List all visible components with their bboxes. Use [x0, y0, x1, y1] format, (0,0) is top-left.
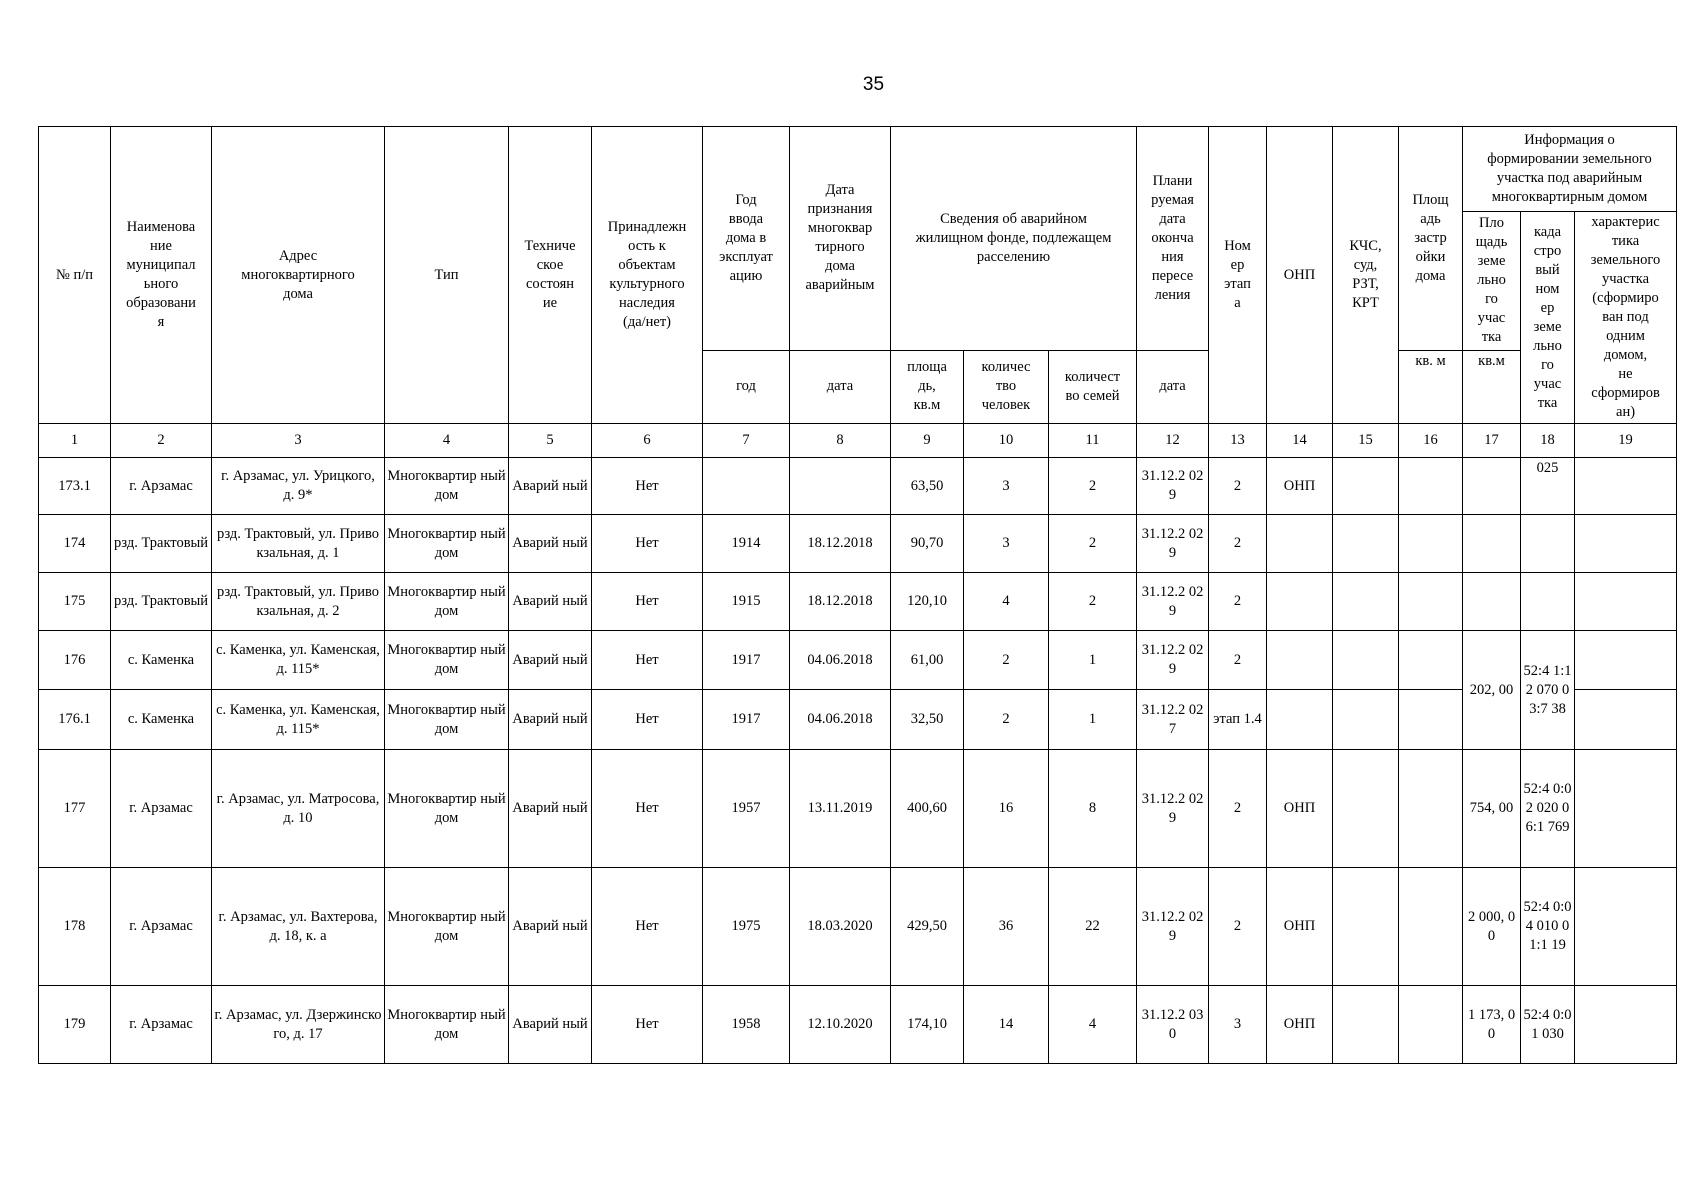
heritage: Нет: [592, 573, 703, 631]
municipality: с. Каменка: [111, 690, 212, 750]
built-area: [1399, 458, 1463, 515]
family-count: 22: [1049, 868, 1137, 986]
land-area: [1463, 458, 1521, 515]
onp: ОНП: [1267, 986, 1333, 1064]
table-row: [39, 868, 1677, 986]
cadastral-number: [1521, 573, 1575, 631]
land-characteristic: [1575, 868, 1677, 986]
recognition-date: 18.12.2018: [790, 515, 891, 573]
recognition-date: 04.06.2018: [790, 690, 891, 750]
header-cell: дата: [790, 350, 891, 423]
commission-year: 1958: [703, 986, 790, 1064]
header-cell: № п/п: [39, 127, 111, 424]
onp: ОНП: [1267, 458, 1333, 515]
heritage: Нет: [592, 631, 703, 690]
resettlement-end-date: 31.12.2 027: [1137, 690, 1209, 750]
column-number: 3: [212, 424, 385, 458]
onp: [1267, 631, 1333, 690]
header-cell: Площ адь застр ойки дома: [1399, 127, 1463, 351]
column-number: 9: [891, 424, 964, 458]
column-number: 1: [39, 424, 111, 458]
land-area: [1463, 573, 1521, 631]
column-number: 17: [1463, 424, 1521, 458]
onp: ОНП: [1267, 868, 1333, 986]
area: 120,10: [891, 573, 964, 631]
header-cell: Техниче ское состоян ие: [509, 127, 592, 424]
column-number: 15: [1333, 424, 1399, 458]
municipality: с. Каменка: [111, 631, 212, 690]
resettlement-end-date: 31.12.2 029: [1137, 631, 1209, 690]
header-cell: када стро вый ном ер земе льно го учас тка: [1521, 212, 1575, 424]
area: 174,10: [891, 986, 964, 1064]
address: с. Каменка, ул. Каменская, д. 115*: [212, 631, 385, 690]
resettlement-end-date: 31.12.2 029: [1137, 515, 1209, 573]
header-cell: Принадлежн ость к объектам культурного наследия (да/нет): [592, 127, 703, 424]
header-cell: Тип: [385, 127, 509, 424]
table-row: [39, 631, 1677, 690]
land-area: 754, 00: [1463, 750, 1521, 868]
row-number: 176: [39, 631, 111, 690]
recognition-date: 13.11.2019: [790, 750, 891, 868]
heritage: Нет: [592, 515, 703, 573]
commission-year: 1917: [703, 690, 790, 750]
municipality: г. Арзамас: [111, 986, 212, 1064]
commission-year: 1914: [703, 515, 790, 573]
family-count: 8: [1049, 750, 1137, 868]
house-type: Многоквартир ный дом: [385, 458, 509, 515]
address: г. Арзамас, ул. Урицкого, д. 9*: [212, 458, 385, 515]
area: 429,50: [891, 868, 964, 986]
stage-number: 2: [1209, 458, 1267, 515]
land-characteristic: [1575, 690, 1677, 750]
built-area: [1399, 631, 1463, 690]
recognition-date: 04.06.2018: [790, 631, 891, 690]
house-type: Многоквартир ный дом: [385, 631, 509, 690]
header-cell: количес тво человек: [964, 350, 1049, 423]
recognition-date: 18.12.2018: [790, 573, 891, 631]
column-number: 14: [1267, 424, 1333, 458]
address: рзд. Трактовый, ул. Привокзальная, д. 1: [212, 515, 385, 573]
people-count: 3: [964, 458, 1049, 515]
house-type: Многоквартир ный дом: [385, 573, 509, 631]
cadastral-number: [1521, 515, 1575, 573]
header-cell: Дата признания многоквар тирного дома аварийным: [790, 127, 891, 351]
land-characteristic: [1575, 573, 1677, 631]
kchs: [1333, 690, 1399, 750]
header-cell: ОНП: [1267, 127, 1333, 424]
resettlement-end-date: 31.12.2 029: [1137, 750, 1209, 868]
land-characteristic: [1575, 458, 1677, 515]
row-number: 178: [39, 868, 111, 986]
commission-year: 1917: [703, 631, 790, 690]
land-area: 202, 00: [1463, 631, 1521, 750]
kchs: [1333, 631, 1399, 690]
land-area: [1463, 515, 1521, 573]
cadastral-number: 52:4 0:02 020 06:1 769: [1521, 750, 1575, 868]
onp: [1267, 573, 1333, 631]
onp: ОНП: [1267, 750, 1333, 868]
family-count: 1: [1049, 631, 1137, 690]
resettlement-end-date: 31.12.2 029: [1137, 868, 1209, 986]
area: 90,70: [891, 515, 964, 573]
header-cell: Наименова ние муниципал ьного образовани я: [111, 127, 212, 424]
column-number-row: [39, 424, 1677, 458]
address: г. Арзамас, ул. Дзержинского, д. 17: [212, 986, 385, 1064]
header-cell: Информация о формировании земельного участка под аварийным многоквартирным домом: [1463, 127, 1677, 212]
house-type: Многоквартир ный дом: [385, 690, 509, 750]
header-cell: Адрес многоквартирного дома: [212, 127, 385, 424]
address: рзд. Трактовый, ул. Привокзальная, д. 2: [212, 573, 385, 631]
table-row: [39, 986, 1677, 1064]
built-area: [1399, 986, 1463, 1064]
tech-state: Аварий ный: [509, 515, 592, 573]
header-cell: количест во семей: [1049, 350, 1137, 423]
table-row: [39, 515, 1677, 573]
heritage: Нет: [592, 868, 703, 986]
recognition-date: 18.03.2020: [790, 868, 891, 986]
stage-number: 2: [1209, 573, 1267, 631]
land-characteristic: [1575, 515, 1677, 573]
land-area: 2 000, 00: [1463, 868, 1521, 986]
header-cell: Пло щадь земе льно го учас тка: [1463, 212, 1521, 351]
people-count: 4: [964, 573, 1049, 631]
row-number: 177: [39, 750, 111, 868]
header-cell: характерис тика земельного участка (сформиро ван под одним домом, не сформиров ан): [1575, 212, 1677, 424]
family-count: 2: [1049, 515, 1137, 573]
column-number: 13: [1209, 424, 1267, 458]
stage-number: 2: [1209, 515, 1267, 573]
commission-year: [703, 458, 790, 515]
column-number: 18: [1521, 424, 1575, 458]
address: с. Каменка, ул. Каменская, д. 115*: [212, 690, 385, 750]
built-area: [1399, 750, 1463, 868]
header-cell: кв. м: [1399, 350, 1463, 423]
resettlement-end-date: 31.12.2 030: [1137, 986, 1209, 1064]
commission-year: 1915: [703, 573, 790, 631]
column-number: 11: [1049, 424, 1137, 458]
emergency-housing-table: [38, 126, 1677, 1064]
built-area: [1399, 690, 1463, 750]
people-count: 2: [964, 690, 1049, 750]
column-number: 4: [385, 424, 509, 458]
onp: [1267, 690, 1333, 750]
family-count: 2: [1049, 458, 1137, 515]
stage-number: 2: [1209, 868, 1267, 986]
row-number: 179: [39, 986, 111, 1064]
resettlement-end-date: 31.12.2 029: [1137, 458, 1209, 515]
kchs: [1333, 868, 1399, 986]
tech-state: Аварий ный: [509, 458, 592, 515]
heritage: Нет: [592, 690, 703, 750]
column-number: 5: [509, 424, 592, 458]
tech-state: Аварий ный: [509, 690, 592, 750]
table-row: [39, 573, 1677, 631]
cadastral-number: 52:4 0:04 010 01:1 19: [1521, 868, 1575, 986]
header-cell: площа дь, кв.м: [891, 350, 964, 423]
heritage: Нет: [592, 986, 703, 1064]
area: 400,60: [891, 750, 964, 868]
recognition-date: 12.10.2020: [790, 986, 891, 1064]
kchs: [1333, 986, 1399, 1064]
heritage: Нет: [592, 458, 703, 515]
land-characteristic: [1575, 750, 1677, 868]
land-characteristic: [1575, 631, 1677, 690]
kchs: [1333, 573, 1399, 631]
stage-number: 2: [1209, 750, 1267, 868]
house-type: Многоквартир ный дом: [385, 868, 509, 986]
area: 63,50: [891, 458, 964, 515]
people-count: 36: [964, 868, 1049, 986]
tech-state: Аварий ный: [509, 868, 592, 986]
municipality: г. Арзамас: [111, 458, 212, 515]
tech-state: Аварий ный: [509, 573, 592, 631]
column-number: 7: [703, 424, 790, 458]
row-number: 176.1: [39, 690, 111, 750]
row-number: 174: [39, 515, 111, 573]
people-count: 2: [964, 631, 1049, 690]
address: г. Арзамас, ул. Вахтерова, д. 18, к. а: [212, 868, 385, 986]
built-area: [1399, 515, 1463, 573]
municipality: рзд. Трактовый: [111, 515, 212, 573]
header-cell: КЧС, суд, РЗТ, КРТ: [1333, 127, 1399, 424]
stage-number: этап 1.4: [1209, 690, 1267, 750]
people-count: 14: [964, 986, 1049, 1064]
family-count: 1: [1049, 690, 1137, 750]
built-area: [1399, 868, 1463, 986]
commission-year: 1957: [703, 750, 790, 868]
family-count: 2: [1049, 573, 1137, 631]
commission-year: 1975: [703, 868, 790, 986]
land-area: 1 173, 00: [1463, 986, 1521, 1064]
kchs: [1333, 750, 1399, 868]
municipality: г. Арзамас: [111, 750, 212, 868]
header-cell: Ном ер этап а: [1209, 127, 1267, 424]
cadastral-number: 52:4 1:12 070 03:7 38: [1521, 631, 1575, 750]
kchs: [1333, 458, 1399, 515]
column-number: 2: [111, 424, 212, 458]
table-row: [39, 458, 1677, 515]
family-count: 4: [1049, 986, 1137, 1064]
built-area: [1399, 573, 1463, 631]
house-type: Многоквартир ный дом: [385, 515, 509, 573]
area: 61,00: [891, 631, 964, 690]
column-number: 16: [1399, 424, 1463, 458]
column-number: 12: [1137, 424, 1209, 458]
table-row: [39, 690, 1677, 750]
kchs: [1333, 515, 1399, 573]
column-number: 19: [1575, 424, 1677, 458]
page-number: 35: [862, 74, 885, 95]
column-number: 6: [592, 424, 703, 458]
header-cell: год: [703, 350, 790, 423]
header-cell: кв.м: [1463, 350, 1521, 423]
land-characteristic: [1575, 986, 1677, 1064]
house-type: Многоквартир ный дом: [385, 986, 509, 1064]
row-number: 173.1: [39, 458, 111, 515]
table-row: [39, 750, 1677, 868]
people-count: 16: [964, 750, 1049, 868]
cadastral-number: 025: [1521, 458, 1575, 515]
header-cell: дата: [1137, 350, 1209, 423]
column-number: 10: [964, 424, 1049, 458]
column-number: 8: [790, 424, 891, 458]
resettlement-end-date: 31.12.2 029: [1137, 573, 1209, 631]
header-cell: Сведения об аварийном жилищном фонде, подлежащем расселению: [891, 127, 1137, 351]
cadastral-number: 52:4 0:01 030: [1521, 986, 1575, 1064]
recognition-date: [790, 458, 891, 515]
stage-number: 2: [1209, 631, 1267, 690]
heritage: Нет: [592, 750, 703, 868]
address: г. Арзамас, ул. Матросова, д. 10: [212, 750, 385, 868]
tech-state: Аварий ный: [509, 986, 592, 1064]
tech-state: Аварий ный: [509, 750, 592, 868]
people-count: 3: [964, 515, 1049, 573]
header-cell: Год ввода дома в эксплуат ацию: [703, 127, 790, 351]
row-number: 175: [39, 573, 111, 631]
header-cell: Плани руемая дата оконча ния пересе ления: [1137, 127, 1209, 351]
municipality: г. Арзамас: [111, 868, 212, 986]
tech-state: Аварий ный: [509, 631, 592, 690]
stage-number: 3: [1209, 986, 1267, 1064]
municipality: рзд. Трактовый: [111, 573, 212, 631]
onp: [1267, 515, 1333, 573]
house-type: Многоквартир ный дом: [385, 750, 509, 868]
area: 32,50: [891, 690, 964, 750]
